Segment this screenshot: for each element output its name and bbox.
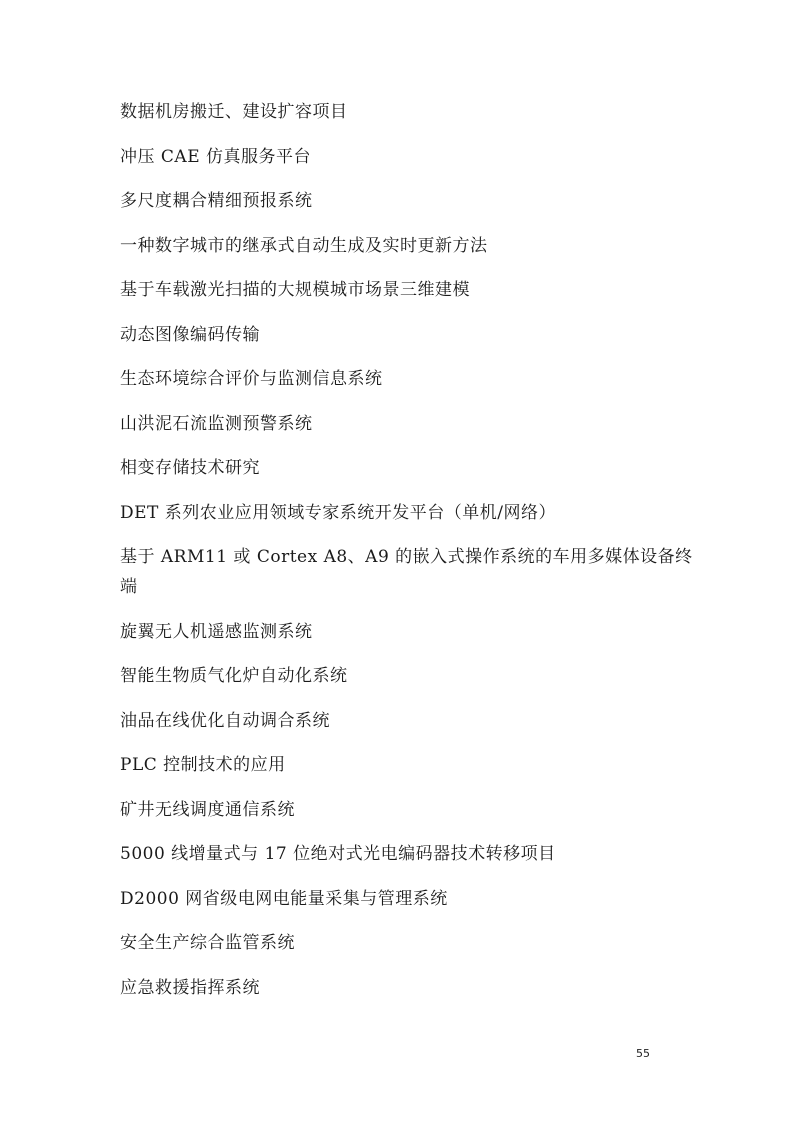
list-item: 山洪泥石流监测预警系统 <box>120 413 313 434</box>
list-item: 基于车载激光扫描的大规模城市场景三维建模 <box>120 280 470 300</box>
list-item: 生态环境综合评价与监测信息系统 <box>120 369 383 389</box>
list-item: 应急救援指挥系统 <box>120 977 260 998</box>
list-item: D2000 网省级电网电能量采集与管理系统 <box>120 888 448 909</box>
list-item: 旋翼无人机遥感监测系统 <box>120 621 313 642</box>
list-item: 数据机房搬迁、建设扩容项目 <box>120 102 348 122</box>
list-item: PLC 控制技术的应用 <box>120 755 286 775</box>
list-item: 多尺度耦合精细预报系统 <box>120 191 313 211</box>
list-item: 相变存储技术研究 <box>120 458 260 478</box>
list-item: 矿井无线调度通信系统 <box>120 799 295 820</box>
project-list <box>120 97 700 1017</box>
list-item: 智能生物质气化炉自动化系统 <box>120 666 348 686</box>
list-item: 油品在线优化自动调合系统 <box>120 710 330 731</box>
list-item: 基于 ARM11 或 Cortex A8、A9 的嵌入式操作系统的车用多媒体设备终端 <box>120 547 693 597</box>
list-item: 动态图像编码传输 <box>120 324 260 345</box>
list-item: 5000 线增量式与 17 位绝对式光电编码器技术转移项目 <box>120 844 556 864</box>
list-item: DET 系列农业应用领域专家系统开发平台（单机/网络） <box>120 502 557 523</box>
list-item: 冲压 CAE 仿真服务平台 <box>120 146 312 167</box>
list-item: 一种数字城市的继承式自动生成及实时更新方法 <box>120 235 488 256</box>
page-number: 55 <box>636 1047 650 1060</box>
list-item: 安全生产综合监管系统 <box>120 933 295 953</box>
